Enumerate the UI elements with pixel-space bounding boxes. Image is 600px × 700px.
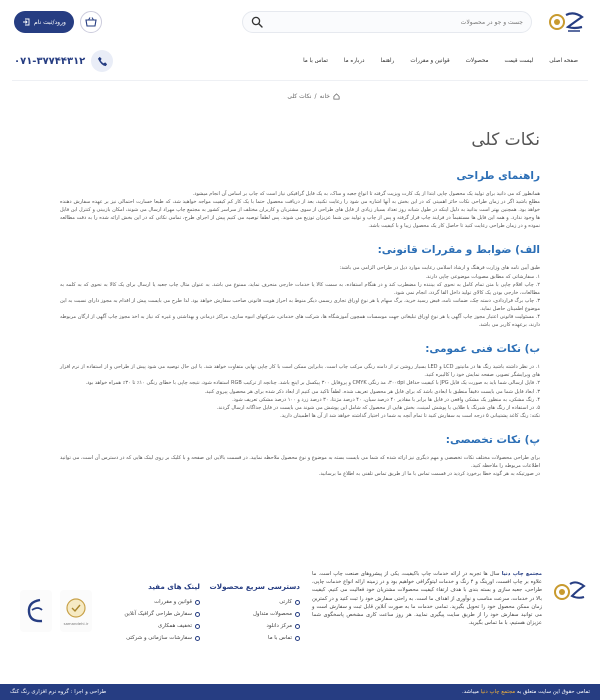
designer-credit[interactable]: طراحی و اجرا : گروه نرم افزاری رنگ کنگ bbox=[10, 689, 107, 695]
main-content bbox=[60, 130, 540, 478]
bullet-icon bbox=[195, 636, 200, 641]
login-icon bbox=[22, 18, 30, 26]
bullet-icon bbox=[295, 624, 300, 629]
bullet-icon bbox=[295, 612, 300, 617]
section-design-para-1: همانطور که می دانید برای تولید یک محصول چاپی ابتدا از یک کارت ویزیت گرفته تا انواع جعبه و ساک، به یک فایل گرافیکی نیاز است که چاپ بر اساس آن انجام میشود. bbox=[192, 191, 540, 197]
footer-useful-link[interactable] bbox=[100, 599, 200, 605]
section-technical-para-1: ۱. در نظر داشته باشید رنگ ها در مانیتور LCD و LED بسیار روشن تر از دامنه رنگی مرکب چاپ است. بنابراین ممکن است با کار چاپی نهایی متفاوت خواهد شد. با این حال توصیه می شود پیش از طراحی و از استفاده از نرم افزار های ویرایشگر تصویر، صفحه نمایش خود را کالیبره کنید. bbox=[60, 364, 540, 379]
footer-logo[interactable] bbox=[552, 572, 586, 612]
bullet-icon bbox=[195, 612, 200, 617]
section-heading-technical: ب) نکات فنی عمومی: bbox=[425, 343, 540, 356]
section-legal-para-4: ۳. چاپ برگ قراردادی، دسته چک، ضمانت نامه، قبض رسید خرید، برگ سهام یا هر نوع اوراق تجاری رسمی دیگر منوط به احراز هویت قانونی صاحب سفارش خواهد بود. لذا طرح می بایست پیش از اقدام به مجوز دارای نسبت به این موضوع اطمینان حاصل نماید. bbox=[60, 297, 540, 312]
section-technical-para-6: نکته: رنگ کاغذ پشتیبانی ۵ درجه است به سفارش کنید تا تمام آنچه به شما در اختیار گذاشته خواهد شد از آن ها اطمینان دارید. bbox=[280, 412, 540, 419]
footer-quick-link-label: تماس با ما bbox=[268, 635, 292, 641]
search-input[interactable] bbox=[263, 19, 523, 26]
trust-badge-enamad[interactable] bbox=[20, 590, 52, 632]
bullet-icon bbox=[295, 636, 300, 641]
login-button[interactable] bbox=[14, 11, 74, 33]
nav-item-rules[interactable]: قوانین و مقررات bbox=[410, 58, 450, 64]
section-technical-para-3: ۳. ابعاد فایل شما می بایست دقیقاً منطبق با ابعادی باشد که برای فایل هر محصول تعریف شده. لطفاً تاکید می کنیم از ابعاد ذکر شده برای هر محصول پیروی کنید. bbox=[204, 388, 540, 395]
section-heading-design: راهنمای طراحی bbox=[456, 170, 540, 182]
footer-useful-link-label: قوانین و مقررات bbox=[154, 599, 192, 605]
breadcrumb-separator: / bbox=[314, 93, 317, 100]
section-technical-para-2: ۲. فایل ارسالی شما باید به صورت یک فایل JPG با کیفیت حداقل ۳۰۰dpi، مد رنگی CMYK و پروفایل ۳۰۰ پیکسل بر اینچ باشد. چنانچه از ترکیب RGB استفاده شود، نتیجه چاپی با خطای رنگی ۱۰٪ تا ۳۰٪ همراه خواهد بود. bbox=[85, 380, 540, 387]
section-legal-para-5: ۴. مسئولیت قانونی اعتبار مجوز چاپ آگهی یا هر نوع اوراق تبلیغاتی جهت موسسات همچون آموزشگاه ها، شرکت های خدماتی، شرکتهای انبوه سازی، مراکز درمانی و بهداشتی و غیره که نیاز به اخذ مجوز چاپ آگهی از ارگان مربوطه دارند، برعهده کاربر می باشد. bbox=[60, 314, 540, 329]
breadcrumb-current: نکات کلی bbox=[287, 93, 312, 100]
page-title: نکات کلی bbox=[471, 130, 540, 150]
copyright-text bbox=[462, 689, 590, 695]
footer-useful-link-label: تخفیف همکاری bbox=[157, 623, 192, 629]
bullet-icon bbox=[195, 600, 200, 605]
footer-quick-link[interactable] bbox=[210, 623, 300, 629]
search-icon[interactable] bbox=[251, 16, 263, 28]
footer-quick-link-label: مرکز دانلود bbox=[266, 623, 292, 629]
samandehi-badge-label: samandehi.ir bbox=[63, 620, 89, 626]
login-label: ورود/ثبت نام bbox=[34, 18, 66, 26]
footer bbox=[0, 568, 600, 684]
section-legal-para-1: طبق آیین نامه های وزارت فرهنگ و ارشاد اسلامی رعایت موارد ذیل در طراحی الزامی می باشد: bbox=[339, 265, 540, 272]
samandehi-seal-icon bbox=[65, 597, 87, 621]
phone-number: ۰۷۱-۳۷۷۴۴۳۱۲ bbox=[14, 55, 86, 67]
breadcrumb-home[interactable]: خانه bbox=[319, 93, 330, 100]
section-heading-legal: الف) ضوابط و مقررات قانونی: bbox=[377, 244, 540, 257]
footer-quick-link[interactable] bbox=[210, 599, 300, 605]
footer-quick-links bbox=[210, 582, 300, 647]
bullet-icon bbox=[295, 600, 300, 605]
footer-useful-link-label: سفارش طراحی گرافیک آنلاین bbox=[124, 611, 192, 617]
cart-button[interactable] bbox=[80, 11, 102, 33]
section-heading-specialized: پ) نکات تخصصی: bbox=[445, 433, 540, 446]
basket-icon bbox=[85, 16, 97, 28]
copyright-prefix: تمامی حقوق این سایت متعلق به bbox=[516, 689, 590, 695]
footer-about-title: مجتمع چاپ دنیا bbox=[501, 571, 543, 577]
footer-about-text bbox=[312, 570, 542, 627]
bullet-icon bbox=[195, 624, 200, 629]
phone-icon bbox=[91, 50, 113, 72]
footer-about-body: سال ها تجربه در ارائه خدمات چاپ باکیفیت، یکی از پیشروهای صنعت چاپ است. ما علاوه بر چاپ افست، اورینگ و ۴ رنگ و خدمات لیتوگرافی خواهیم بود و در زمینه ارائه انواع خدمات چاپی، طراحی، جعبه سازی و بسته بندی با هدف ارتقاء کیفیت محصولات مشتریان خود فعالیت می کنیم. کیفیت بالا در خدمات، سرعت مناسب و نوآوری از اهداف ما است. به راحتی سفارش خود را ثبت کنید و در کمترین زمان ممکن محصول خود را تحویل بگیرید. تمامی خدمات ما به صورت آنلاین قابل ثبت و سفارش است و می توانید سفارش خود را از طریق سایت پیگیری نمایید. هر روز ساعت کاری مشخص پاسخگوی شما عزیزان هستیم، با ما تماس بگیرید. bbox=[312, 571, 542, 627]
footer-useful-link-label: سفارشات سازمانی و شرکتی bbox=[126, 635, 192, 641]
section-specialized-para-1: برای طراحی محصولات مختلف نکات تخصصی و مهم دیگری نیز ارائه شده که شما می بایست بسته به موضوع و نوع محصول ملاحظه نمایید. در قسمت بالایی این صفحه و با کلیک بر روی لینک هایی که در دسترس آن است، می توانید اطلاعات مربوطه را ملاحظه کنید. bbox=[60, 454, 540, 469]
footer-useful-title: لینک های مفید bbox=[148, 582, 200, 591]
footer-about bbox=[312, 570, 542, 627]
footer-useful-link[interactable] bbox=[100, 623, 200, 629]
footer-quick-link-label: کارتی bbox=[279, 599, 292, 605]
footer-useful-links bbox=[100, 582, 200, 647]
enamad-logo-icon bbox=[24, 596, 48, 626]
phone-contact[interactable] bbox=[14, 50, 113, 72]
site-logo[interactable] bbox=[548, 5, 586, 39]
header bbox=[0, 0, 600, 44]
nav-item-guide[interactable]: راهنما bbox=[380, 58, 395, 64]
section-technical-para-4: ۴. رنگ مشکی، به منظور یک مشکی واقعی در فایل ها برابر با مقادیر ۴۰ درصد سیان، ۴۰ درصد مژنتا، ۳۰ درصد زرد و ۱۰۰ درصد مشکی تعریف شود. bbox=[232, 396, 540, 403]
nav-item-about[interactable]: درباره ما bbox=[343, 58, 365, 64]
nav-item-contact[interactable]: تماس با ما bbox=[303, 58, 328, 64]
search-box[interactable] bbox=[242, 11, 532, 33]
nav-item-home[interactable]: صفحه اصلی bbox=[549, 58, 578, 64]
footer-useful-link[interactable] bbox=[100, 635, 200, 641]
home-icon[interactable] bbox=[333, 93, 340, 100]
nav-item-products[interactable]: محصولات bbox=[465, 58, 489, 64]
footer-quick-link-label: محصولات متداول bbox=[252, 611, 292, 617]
copyright-brand[interactable]: مجتمع چاپ دنیا bbox=[480, 689, 516, 695]
header-divider bbox=[12, 80, 588, 81]
section-specialized-para-2: در صورتیکه به هر گونه خطا برخورد کردید در قسمت تماس با ما از طریق تماس تلفنی به اطلاع ما برسانید. bbox=[318, 471, 540, 478]
section-legal-para-2: ۱. سفارشاتی که مطابق مصوبات موضوعی چاپی دارند. bbox=[425, 273, 540, 280]
section-technical-para-5: ۵. در استفاده از رنگ های شبرنگ یا طلایی یا پوشش لمینت، بخش هایی از محصول که شامل این پوشش می شوند می بایست در فایل جداگانه ارسال گردند. bbox=[216, 404, 540, 411]
copyright-suffix: میباشد. bbox=[462, 689, 479, 695]
footer-useful-link[interactable] bbox=[100, 611, 200, 617]
footer-quick-link[interactable] bbox=[210, 611, 300, 617]
breadcrumb bbox=[287, 93, 340, 100]
nav-item-price-list[interactable]: لیست قیمت bbox=[504, 58, 534, 64]
section-legal-para-3: ۲. چاپ اقلام چاپی با متن تمام کامل به نحوی که بیننده را مضطرب کند و در هنگام استفاده، به سمت کالا یا خدمات خارجی منحرف نماید، ممنوع می باشد. به عنوان مثال چاپ جعبه یا ارسال برای یک کالا به نحوی که به کلمه به مطالعات، خارجی بودن یک کالای تولید داخل القا گردد، انجام نمی شود. bbox=[60, 281, 540, 296]
footer-quick-link[interactable] bbox=[210, 635, 300, 641]
footer-quick-title: دسترسی سریع محصولات bbox=[209, 582, 300, 591]
section-design-para-2: مطلع باشید اگر در زمان طراحی نکات حائز اهمیتی که در این بخش به آنها اشاره می شود را رعایت نکنید، بعد از دریافت محصول حتما با یک کار کم کیفیت مواجه خواهید شد، که طبعا خسارت احتمالی نیز بر عهده سفارش دهنده خواهد بود. همچنین بهتر است بدانید به دلیل اینکه در طول شبانه روز تعداد بسیار زیادی از فایل های طراحی از سوی مشتریان و کاربران مختلف از سراسر کشور به مجتمع چاپ مهراد ارسال می شوند، امکان بازبینی و کنترل این فایل ها وجود ندارد. و همه این فایل ها مستقیماً در فرایند چاپ قرار گرفته و پس از چاپ و تولید بین شما عزیزان توزیع می شوند. پس لطفاً توصیه می کنیم پیش از اجرای طرح، تمامی نکاتی که در این بخش ارائه شده را به دقت مطالعه نموده و در زمان طراحی رعایت کنید تا حاصل کار یک محصول زیبا و با کیفیت باشد. bbox=[60, 199, 540, 230]
trust-badge-samandehi[interactable] bbox=[60, 590, 92, 632]
copyright-bar bbox=[0, 684, 600, 700]
